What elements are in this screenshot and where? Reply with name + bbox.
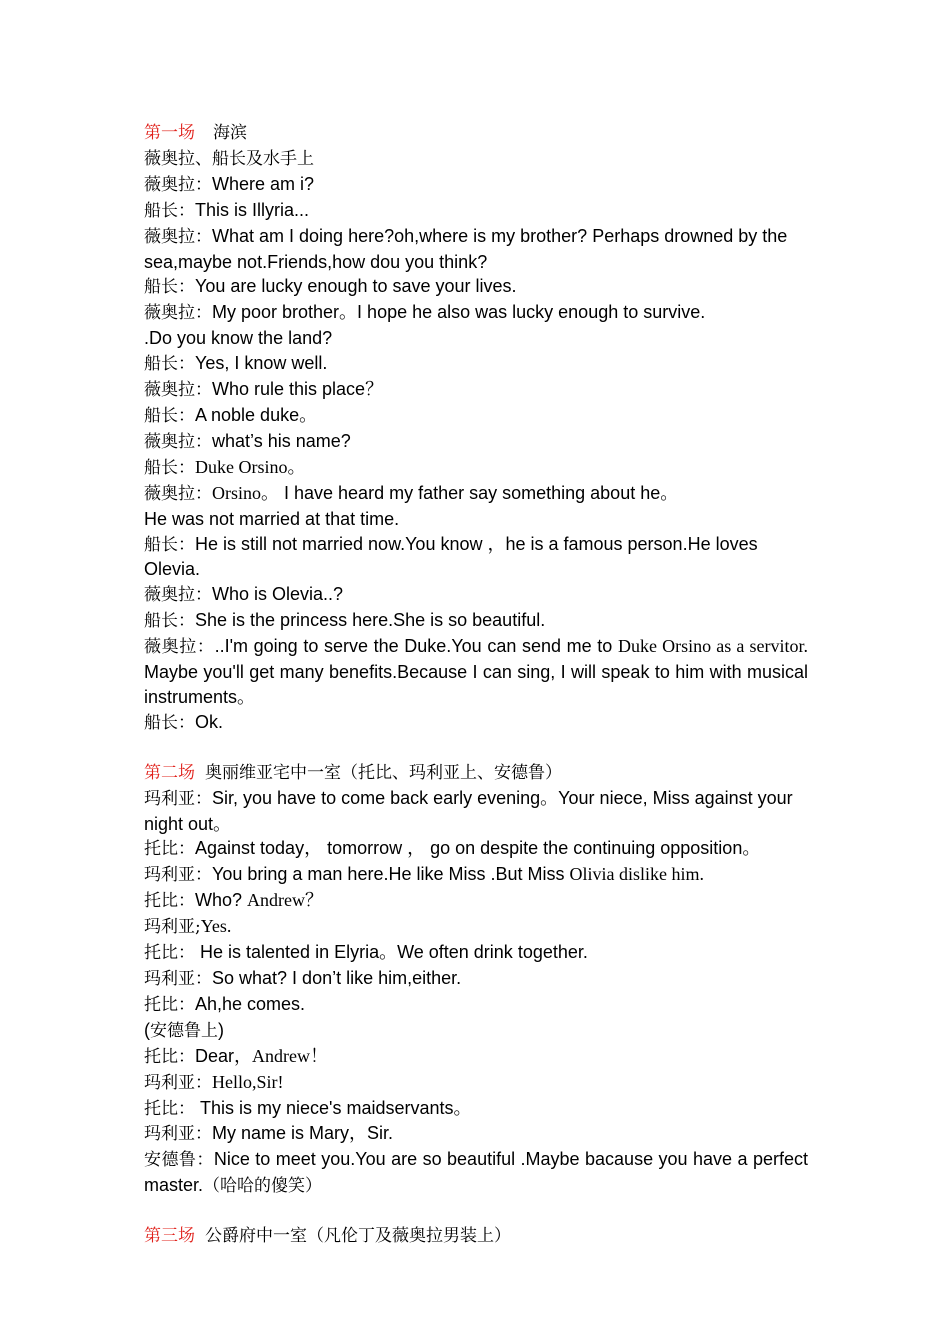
speaker: 玛利亚： <box>144 969 212 989</box>
line-text: He is still not married now.You know ，he is a famous person.He loves Olevia. <box>144 533 758 580</box>
line-text: Who? <box>195 890 248 911</box>
line-text: Nice to meet you.You are so beautiful .Maybe bacause you have a perfect master. <box>144 1149 809 1196</box>
speaker: 托比： <box>144 839 195 860</box>
line-text: Duke Orsino。 <box>195 456 306 477</box>
scene-location: 奥丽维亚宅中一室（托比、玛利亚上、安德鲁） <box>205 762 563 783</box>
dialogue-line <box>144 966 808 992</box>
dialogue-line <box>144 608 808 634</box>
speaker: 船长： <box>144 354 195 375</box>
dialogue-line <box>144 481 808 507</box>
speaker: 船长： <box>144 277 195 298</box>
dialogue-line <box>144 786 808 837</box>
speaker: 船长： <box>144 534 195 555</box>
speaker: 玛利亚： <box>144 1072 212 1093</box>
line-text: .Do you know the land? <box>144 328 333 349</box>
line-text: Andrew？ <box>247 890 324 911</box>
speaker: 安德鲁： <box>144 1150 214 1171</box>
dialogue-line <box>144 634 808 710</box>
dialogue-line <box>144 198 808 224</box>
dialogue-line <box>144 914 808 940</box>
scene-location: 公爵府中一室（凡伦丁及薇奥拉男装上） <box>205 1226 512 1247</box>
scene-number: 第二场 <box>144 762 195 783</box>
dialogue-line <box>144 862 808 888</box>
speaker: 船长： <box>144 405 195 426</box>
line-text: Yes, I know well. <box>195 353 328 374</box>
dialogue-line <box>144 300 808 326</box>
speaker: 薇奥拉： <box>144 303 212 324</box>
dialogue-line <box>144 326 808 351</box>
speaker: 玛利亚： <box>144 1124 212 1145</box>
line-text: She is the princess here.She is so beautiful. <box>195 610 546 631</box>
line-text: He was not married at that time. <box>144 508 400 529</box>
speaker: 托比： <box>144 943 195 964</box>
scene-3-heading <box>144 1223 808 1249</box>
line-text: Dear， <box>195 1045 253 1066</box>
line-text: Who rule this place？ <box>212 379 384 400</box>
dialogue-line <box>144 403 808 429</box>
line-text: Hello,Sir! <box>212 1071 284 1092</box>
dialogue-line <box>144 429 808 455</box>
line-text: Ah,he comes. <box>195 993 306 1014</box>
dialogue-line <box>144 940 808 966</box>
line-text: He is talented in Elyria。We often drink together. <box>195 942 588 963</box>
scene-separator <box>144 736 808 760</box>
dialogue-line <box>144 532 808 583</box>
speaker: 薇奥拉： <box>144 483 212 504</box>
dialogue-line <box>144 1147 808 1199</box>
speaker: 薇奥拉： <box>144 380 212 401</box>
dialogue-line <box>144 351 808 377</box>
stage-direction: 薇奥拉、船长及水手上 <box>144 148 314 169</box>
dialogue-line <box>144 507 808 532</box>
line-text: My poor brother。I hope he also was lucky enough to survive. <box>212 302 706 323</box>
line-text: My name is Mary，Sir. <box>212 1123 394 1144</box>
speaker: 托比： <box>144 1046 195 1067</box>
line-text: Against today， tomorrow ， go on despite the continuing opposition。 <box>195 838 761 859</box>
scene-number: 第三场 <box>144 1226 195 1247</box>
dialogue-line <box>144 888 808 914</box>
stage-direction: (安德鲁上) <box>144 1019 224 1041</box>
line-text: I have heard my father say something about he。 <box>279 482 679 503</box>
dialogue-line <box>144 455 808 481</box>
dialogue-line <box>144 582 808 608</box>
line-text: A noble duke。 <box>195 404 318 425</box>
speaker: 薇奥拉： <box>144 174 212 195</box>
scene-location: 海滨 <box>213 123 247 143</box>
line-text: what’s his name? <box>212 430 351 451</box>
speaker: 玛利亚; <box>144 917 201 938</box>
line-text: ..I'm going to serve the Duke.You can send me to <box>214 636 618 657</box>
speaker: 托比： <box>144 1098 195 1119</box>
scene-number: 第一场 <box>144 123 195 143</box>
scene-separator <box>144 1199 808 1223</box>
line-text: You bring a man here.He like Miss .But Miss <box>212 864 570 885</box>
dialogue-line <box>144 224 808 275</box>
line-text: You are lucky enough to save your lives. <box>195 276 517 297</box>
dialogue-line <box>144 1096 808 1122</box>
speaker: 托比： <box>144 994 195 1015</box>
line-text: Ok. <box>195 711 224 732</box>
dialogue-line <box>144 992 808 1018</box>
line-text: So what? I don’t like him,either. <box>212 968 462 988</box>
speaker: 船长： <box>144 200 195 221</box>
line-text: This is Illyria... <box>195 199 310 220</box>
scene-1-heading <box>144 120 808 146</box>
speaker: 玛利亚： <box>144 788 212 809</box>
line-text: Maybe you'll get many benefits.Because I can sing, I will speak to him with musical instruments。 <box>144 662 808 707</box>
dialogue-line <box>144 710 808 736</box>
scene-2-heading <box>144 760 808 786</box>
speaker: 船长： <box>144 712 195 733</box>
dialogue-line <box>144 274 808 300</box>
script-page <box>144 120 808 1249</box>
speaker: 薇奥拉： <box>144 226 212 247</box>
line-text: Orsino。 <box>212 482 279 503</box>
speaker: 船长： <box>144 611 195 632</box>
dialogue-line <box>144 377 808 403</box>
speaker: 船长： <box>144 457 195 478</box>
line-text: Andrew！ <box>252 1045 328 1066</box>
line-text: This is my niece's maidservants。 <box>195 1097 472 1118</box>
line-text: （哈哈的傻笑） <box>203 1176 323 1197</box>
line-text: Who is Olevia..? <box>212 584 344 605</box>
line-text: Olivia dislike him. <box>569 864 704 885</box>
line-text: What am I doing here?oh,where is my brother? Perhaps drowned by the sea,maybe not.Friends,how dou you think? <box>144 225 788 272</box>
speaker: 托比： <box>144 891 195 912</box>
speaker: 玛利亚： <box>144 865 212 886</box>
dialogue-line <box>144 836 808 862</box>
line-text: Where am i? <box>212 173 315 194</box>
speaker: 薇奥拉： <box>144 431 212 452</box>
speaker: 薇奥拉： <box>144 585 212 606</box>
dialogue-line <box>144 172 808 198</box>
speaker: 薇奥拉： <box>144 637 215 658</box>
line-text: Yes. <box>200 916 232 937</box>
dialogue-line <box>144 1121 808 1147</box>
line-text: Duke Orsino as a servitor. <box>617 636 808 657</box>
dialogue-line <box>144 1070 808 1096</box>
line-text: Sir, you have to come back early evening。Your niece, Miss against your night out。 <box>144 787 793 834</box>
dialogue-line <box>144 1044 808 1070</box>
